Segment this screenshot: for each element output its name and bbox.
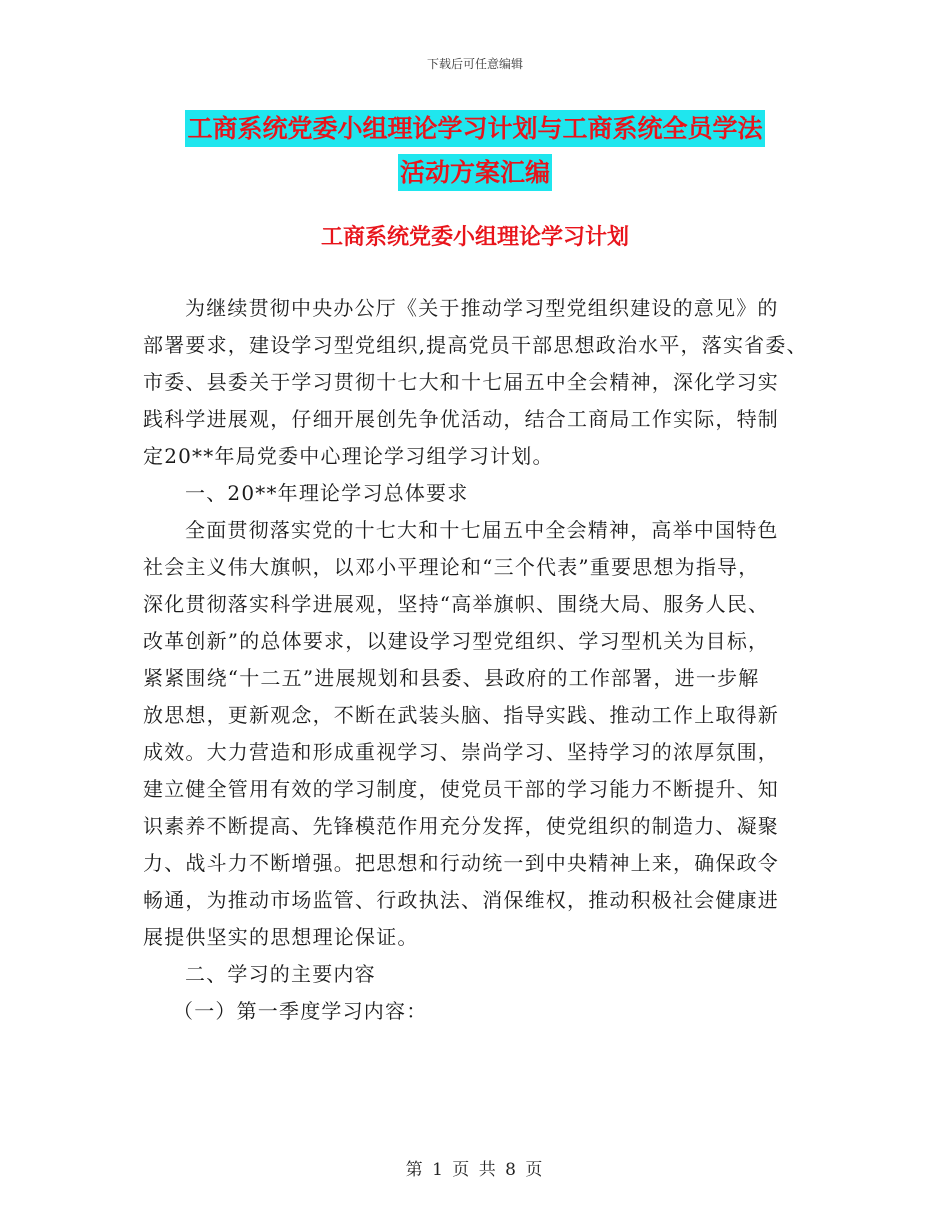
paragraph-line: 紧紧围绕“十二五”进展规划和县委、县政府的工作部署，进一步解 — [143, 666, 760, 690]
paragraph-line: 展提供坚实的思想理论保证。 — [143, 925, 419, 949]
paragraph-line: 市委、县委关于学习贯彻十七大和十七届五中全会精神，深化学习实 — [143, 370, 779, 394]
paragraph-line: 为继续贯彻中央办公厅《关于推动学习型党组织建设的意见》的 — [185, 296, 779, 320]
download-note: 下载后可任意编辑 — [426, 57, 523, 71]
section-title: 工商系统党委小组理论学习计划 — [320, 224, 629, 250]
paragraph-line: 畅通，为推动市场监管、行政执法、消保维权，推动积极社会健康进 — [143, 888, 779, 912]
page-number: 第 1 页 共 8 页 — [405, 1160, 545, 1180]
paragraph-line: 深化贯彻落实科学进展观，坚持“高举旗帜、围绕大局、服务人民、 — [143, 592, 770, 616]
document-title-line-1 — [0, 114, 950, 144]
paragraph-line: 改革创新”的总体要求，以建设学习型党组织、学习型机关为目标， — [143, 629, 770, 653]
paragraph-line: 放思想，更新观念，不断在武装头脑、指导实践、推动工作上取得新 — [143, 703, 779, 727]
heading-line: 一、20**年理论学习总体要求 — [185, 481, 469, 505]
paragraph-line: 全面贯彻落实党的十七大和十七届五中全会精神，高举中国特色 — [185, 518, 779, 542]
title-highlight-2: 活动方案汇编 — [398, 154, 552, 191]
paragraph-line: 部署要求，建设学习型党组织,提高党员干部思想政治水平，落实省委、 — [143, 333, 808, 357]
body-text — [143, 290, 813, 1030]
paragraph-line: 成效。大力营造和形成重视学习、崇尚学习、坚持学习的浓厚氛围， — [143, 740, 779, 764]
paragraph-line: 识素养不断提高、先锋模范作用充分发挥，使党组织的制造力、凝聚 — [143, 814, 779, 838]
heading-line: 二、学习的主要内容 — [185, 962, 376, 986]
paragraph-line: 力、战斗力不断增强。把思想和行动统一到中央精神上来，确保政令 — [143, 851, 779, 875]
paragraph-line: 社会主义伟大旗帜，以邓小平理论和“三个代表”重要思想为指导， — [143, 555, 760, 579]
subheading-line: （一）第一季度学习内容： — [173, 999, 428, 1023]
paragraph-line: 定20**年局党委中心理论学习组学习计划。 — [143, 444, 554, 468]
paragraph-line: 践科学进展观，仔细开展创先争优活动，结合工商局工作实际，特制 — [143, 407, 779, 431]
title-highlight-1: 工商系统党委小组理论学习计划与工商系统全员学法 — [185, 110, 764, 147]
paragraph-line: 建立健全管用有效的学习制度，使党员干部的学习能力不断提升、知 — [143, 777, 779, 801]
document-title-line-2 — [0, 158, 950, 188]
